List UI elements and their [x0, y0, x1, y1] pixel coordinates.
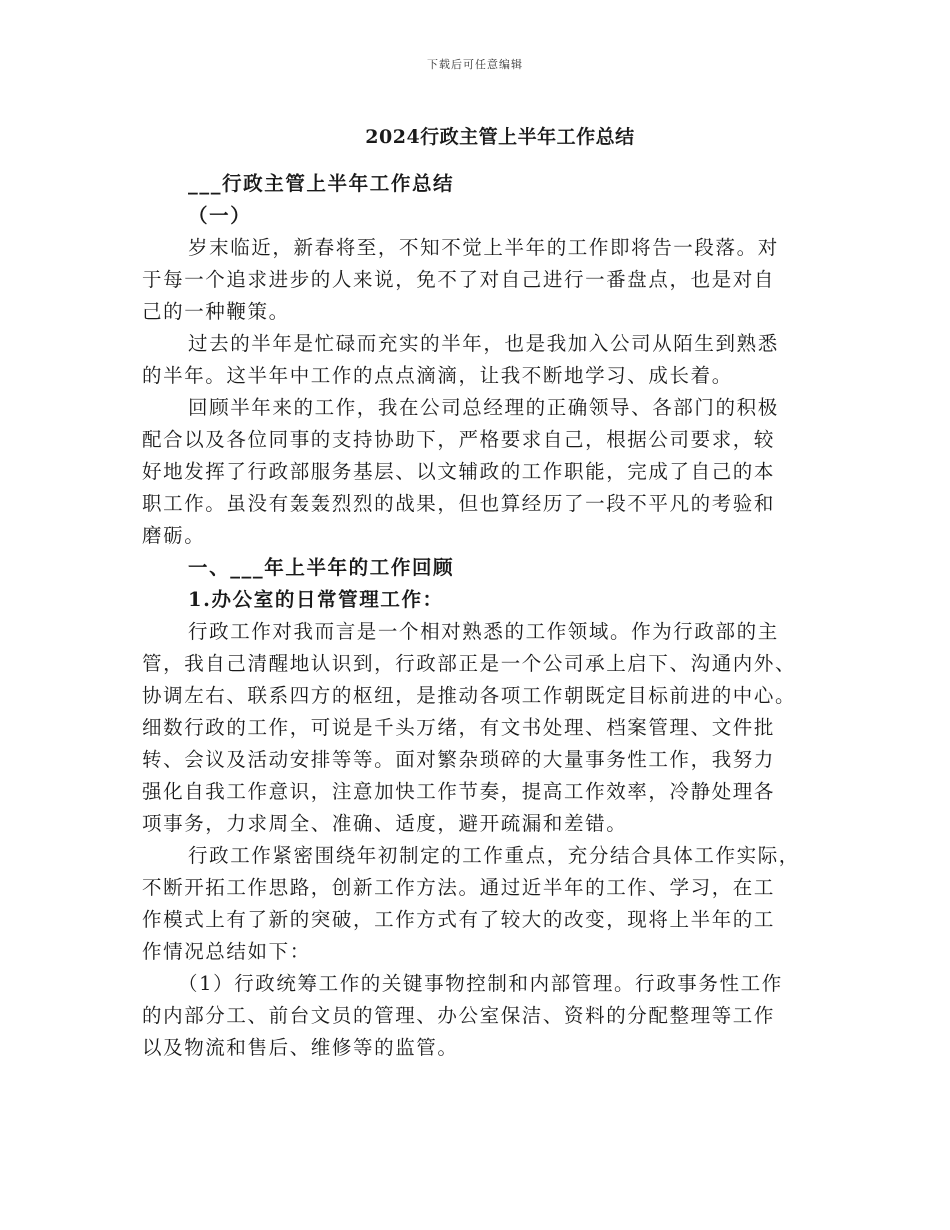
part-label: （一） [188, 204, 252, 227]
paragraph-line: 转、会议及活动安排等等。面对繁杂琐碎的大量事务性工作，我努力 [142, 748, 776, 771]
list-item-line: 以及物流和售后、维修等的监管。 [142, 1036, 459, 1059]
paragraph-2 [142, 328, 818, 392]
paragraph-line: 细数行政的工作，可说是千头万绪，有文书处理、档案管理、文件批 [142, 716, 776, 739]
section-heading: 一、___年上半年的工作回顾 [188, 556, 455, 579]
paragraph-1 [142, 232, 818, 328]
paragraph-line: 的半年。这半年中工作的点点滴滴，让我不断地学习、成长着。 [142, 364, 733, 387]
paragraph-line: 过去的半年是忙碌而充实的半年，也是我加入公司从陌生到熟悉 [188, 332, 779, 355]
document-body [142, 168, 818, 1064]
paragraph-line: 好地发挥了行政部服务基层、以文辅政的工作职能，完成了自己的本 [142, 460, 776, 483]
list-item-line: 的内部分工、前台文员的管理、办公室保洁、资料的分配整理等工作 [142, 1004, 776, 1027]
subsection-heading: 1.办公室的日常管理工作： [188, 588, 444, 611]
paragraph-3 [142, 392, 818, 552]
paragraph-line: 协调左右、联系四方的枢纽，是推动各项工作朝既定目标前进的中心。 [142, 684, 797, 707]
document-title: 2024行政主管上半年工作总结 [365, 126, 635, 148]
paragraph-line: 配合以及各位同事的支持协助下，严格要求自己，根据公司要求，较 [142, 428, 776, 451]
header-note: 下载后可任意编辑 [427, 58, 523, 71]
paragraph-5 [142, 840, 818, 968]
paragraph-line: 项事务，力求周全、准确、适度，避开疏漏和差错。 [142, 812, 628, 835]
list-item-1 [142, 968, 818, 1064]
paragraph-line: 作模式上有了新的突破，工作方式有了较大的改变，现将上半年的工 [142, 908, 776, 931]
paragraph-line: 磨砺。 [142, 524, 206, 547]
paragraph-4 [142, 616, 818, 840]
list-item-line: （1）行政统筹工作的关键事物控制和内部管理。行政事务性工作 [178, 972, 783, 995]
paragraph-line: 管，我自己清醒地认识到，行政部正是一个公司承上启下、沟通内外、 [142, 652, 797, 675]
paragraph-line: 于每一个追求进步的人来说，免不了对自己进行一番盘点，也是对自 [142, 268, 776, 291]
paragraph-line: 不断开拓工作思路，创新工作方法。通过近半年的工作、学习，在工 [142, 876, 776, 899]
paragraph-line: 回顾半年来的工作，我在公司总经理的正确领导、各部门的积极 [188, 396, 779, 419]
paragraph-line: 己的一种鞭策。 [142, 300, 290, 323]
paragraph-line: 岁末临近，新春将至，不知不觉上半年的工作即将告一段落。对 [188, 236, 779, 259]
subtitle-heading: ___行政主管上半年工作总结 [188, 172, 455, 195]
paragraph-line: 行政工作紧密围绕年初制定的工作重点，充分结合具体工作实际， [188, 844, 800, 867]
paragraph-line: 作情况总结如下： [142, 940, 311, 963]
paragraph-line: 职工作。虽没有轰轰烈烈的战果，但也算经历了一段不平凡的考验和 [142, 492, 776, 515]
paragraph-line: 行政工作对我而言是一个相对熟悉的工作领域。作为行政部的主 [188, 620, 779, 643]
paragraph-line: 强化自我工作意识，注意加快工作节奏，提高工作效率，冷静处理各 [142, 780, 776, 803]
